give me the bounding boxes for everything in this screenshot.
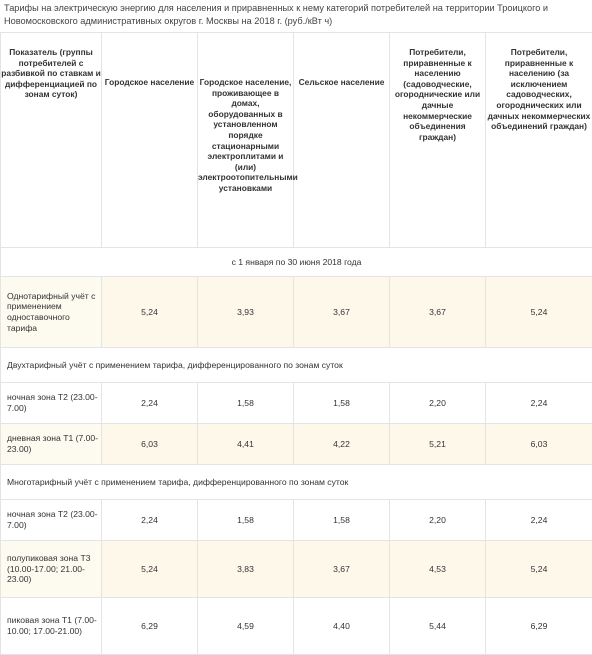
tariff-table xyxy=(0,32,592,655)
row-label: ночная зона Т2 (23.00-7.00) xyxy=(1,500,102,541)
cell-value: 5,24 xyxy=(486,277,592,348)
section-row xyxy=(1,348,592,383)
cell-value: 5,24 xyxy=(486,541,592,598)
cell-value: 4,59 xyxy=(198,598,294,655)
row-label: дневная зона Т1 (7.00-23.00) xyxy=(1,424,102,465)
header-indicator: Показатель (группы потребителей с разбивкой по ставкам и дифференциацией по зонам суток) xyxy=(1,33,102,248)
period-label: с 1 января по 30 июня 2018 года xyxy=(1,248,592,277)
header-other-equivalent: Потребители, приравненные к населению (за исключением садоводческих, огороднических или дачных некоммерческих объединений граждан) xyxy=(486,33,592,248)
row-label: полупиковая зона Т3 (10.00-17.00; 21.00-23.00) xyxy=(1,541,102,598)
cell-value: 6,03 xyxy=(102,424,198,465)
cell-value: 3,67 xyxy=(294,277,390,348)
cell-value: 2,24 xyxy=(102,383,198,424)
cell-value: 3,67 xyxy=(294,541,390,598)
cell-value: 4,41 xyxy=(198,424,294,465)
cell-value: 1,58 xyxy=(294,500,390,541)
cell-value: 5,44 xyxy=(390,598,486,655)
row-label: пиковая зона Т1 (7.00-10.00; 17.00-21.00) xyxy=(1,598,102,655)
cell-value: 2,24 xyxy=(102,500,198,541)
section-label: Многотарифный учёт с применением тарифа, дифференцированного по зонам суток xyxy=(1,465,592,500)
cell-value: 6,29 xyxy=(486,598,592,655)
section-label: Двухтарифный учёт с применением тарифа, дифференцированного по зонам суток xyxy=(1,348,592,383)
cell-value: 2,20 xyxy=(390,500,486,541)
cell-value: 3,83 xyxy=(198,541,294,598)
cell-value: 5,24 xyxy=(102,277,198,348)
section-row xyxy=(1,465,592,500)
table-row xyxy=(1,541,592,598)
cell-value: 3,93 xyxy=(198,277,294,348)
cell-value: 5,24 xyxy=(102,541,198,598)
cell-value: 1,58 xyxy=(198,383,294,424)
cell-value: 4,22 xyxy=(294,424,390,465)
cell-value: 3,67 xyxy=(390,277,486,348)
table-row xyxy=(1,424,592,465)
table-row xyxy=(1,500,592,541)
cell-value: 2,20 xyxy=(390,383,486,424)
cell-value: 2,24 xyxy=(486,383,592,424)
period-row xyxy=(1,248,592,277)
table-row xyxy=(1,598,592,655)
row-label: ночная зона Т2 (23.00-7.00) xyxy=(1,383,102,424)
cell-value: 1,58 xyxy=(294,383,390,424)
cell-value: 1,58 xyxy=(198,500,294,541)
cell-value: 2,24 xyxy=(486,500,592,541)
header-urban-electric-stoves: Городское население, проживающее в домах, оборудованных в установленном порядке стационарными электроплитами и (или) электроотопительными установками xyxy=(198,33,294,248)
table-row xyxy=(1,383,592,424)
cell-value: 4,53 xyxy=(390,541,486,598)
table-row xyxy=(1,277,592,348)
header-row xyxy=(1,33,592,248)
header-rural: Сельское население xyxy=(294,33,390,248)
header-urban: Городское население xyxy=(102,33,198,248)
cell-value: 4,40 xyxy=(294,598,390,655)
cell-value: 6,03 xyxy=(486,424,592,465)
row-label: Однотарифный учёт с применением одноставочного тарифа xyxy=(1,277,102,348)
cell-value: 6,29 xyxy=(102,598,198,655)
cell-value: 5,21 xyxy=(390,424,486,465)
table-caption: Тарифы на электрическую энергию для населения и приравненных к нему категорий потребителей на территории Троицкого и Новомосковского административных округов г. Москвы на 2018 г. (руб./кВт ч) xyxy=(4,2,588,28)
header-garden-associations: Потребители, приравненные к населению (садоводческие, огороднические или дачные некоммерческие объединения граждан) xyxy=(390,33,486,248)
